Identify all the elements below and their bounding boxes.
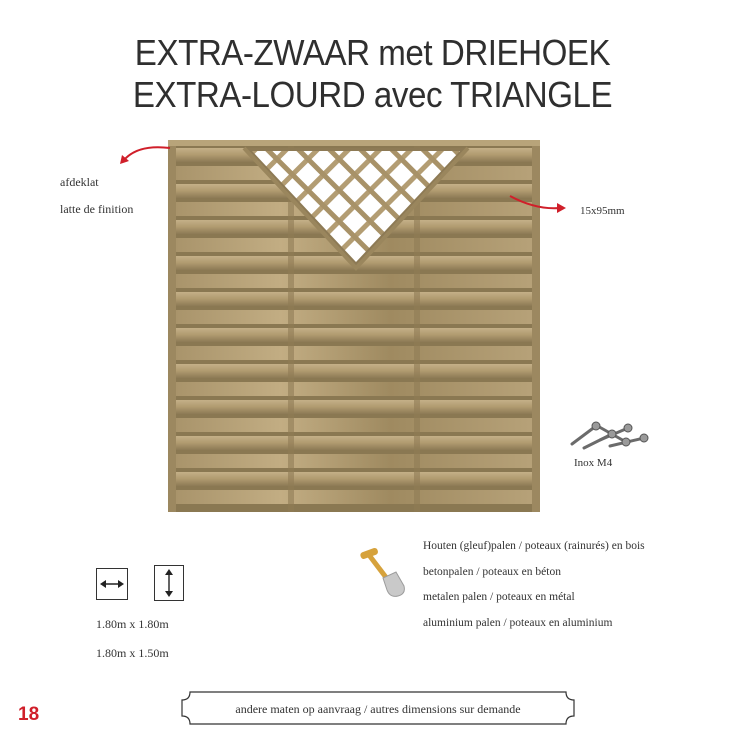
footer-note: andere maten op aanvraag / autres dimensions sur demande	[235, 702, 521, 716]
cap-arrow	[118, 142, 178, 166]
title-line-2: EXTRA-LOURD avec TRIANGLE	[132, 74, 613, 115]
post-type-metal: metalen palen / poteaux en métal	[423, 591, 575, 603]
horizontal-width-icon	[96, 568, 128, 600]
post-type-concrete: betonpalen / poteaux en béton	[423, 566, 561, 578]
post-type-wood: Houten (gleuf)palen / poteaux (rainurés) en bois	[423, 540, 645, 552]
cap-label-nl: afdeklat	[60, 175, 99, 189]
cap-label-fr: latte de finition	[60, 202, 134, 216]
board-size-arrow	[508, 192, 568, 218]
screws-image	[566, 414, 656, 454]
page-number: 18	[18, 704, 40, 725]
vertical-height-icon	[154, 565, 184, 601]
shovel-icon	[356, 546, 412, 602]
post-type-aluminium: aluminium palen / poteaux en aluminium	[423, 617, 613, 629]
title-line-1: EXTRA-ZWAAR met DRIEHOEK	[134, 32, 611, 73]
screws-label: Inox M4	[574, 457, 613, 469]
size-option-2: 1.80m x 1.50m	[96, 646, 169, 660]
size-option-1: 1.80m x 1.80m	[96, 617, 169, 631]
fence-panel-image	[168, 140, 540, 512]
board-size-label: 15x95mm	[580, 205, 625, 217]
